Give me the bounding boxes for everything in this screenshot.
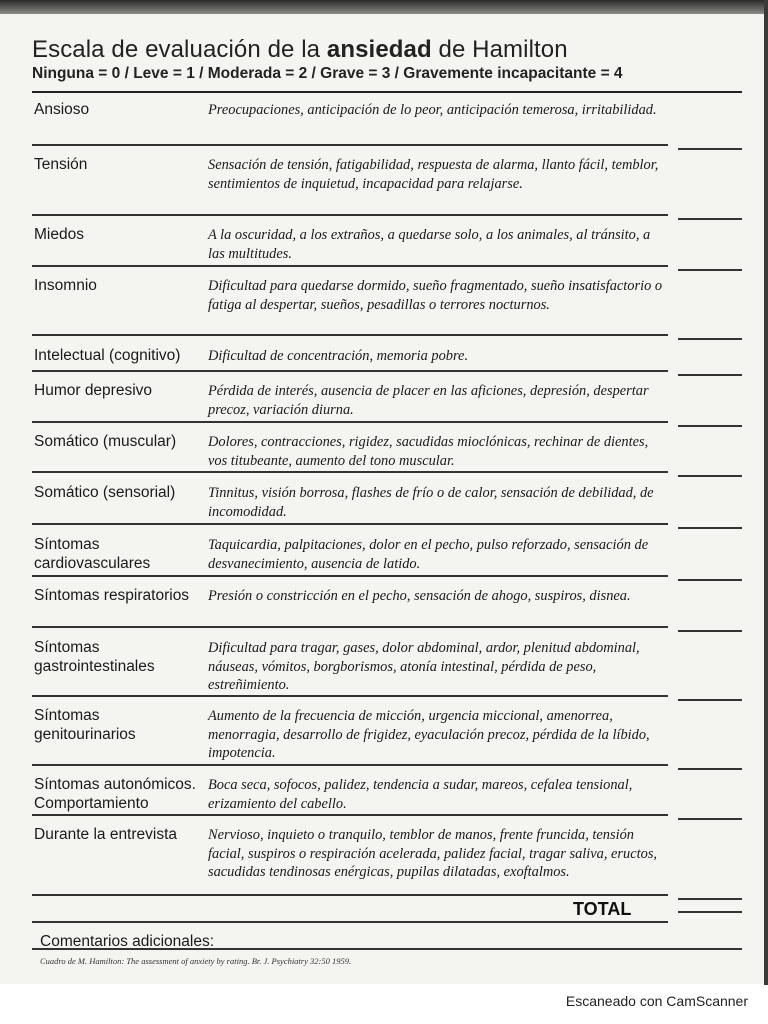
score-blank [678,579,742,581]
row-divider [32,471,668,473]
scan-edge-top [0,0,768,14]
item-label: Intelectual (cognitivo) [34,347,181,364]
item-label: Insomnio [34,277,97,294]
header-divider [32,91,742,93]
item-label: Humor depresivo [34,382,153,399]
score-blank [678,269,742,271]
item-description: Dolores, contracciones, rigidez, sacudidas mioclónicas, rechinar de dientes, vos titubeante, aumento del tono muscular. [208,434,649,469]
comments-label: Comentarios adicionales: [40,933,215,950]
score-blank [678,148,742,150]
item-description: Nervioso, inquieto o tranquilo, temblor de manos, frente fruncida, tensión facial, suspiros o respiración acelerada, palidez facial, tragar saliva, eructos, sacudidas tendinosas enérgicas, pupilas dilatadas, exoftalmos. [208,827,658,880]
scan-edge-right [764,0,768,985]
row-divider [32,626,668,628]
item-description: Boca seca, sofocos, palidez, tendencia a sudar, mareos, cefalea tensional, erizamiento del cabello. [208,777,633,812]
row-divider [32,334,668,336]
item-label: Miedos [34,226,84,243]
score-blank [678,630,742,632]
item-label: Somático (muscular) [34,433,177,450]
item-label: Síntomas respiratorios [34,587,190,604]
item-description: Preocupaciones, anticipación de lo peor, anticipación temerosa, irritabilidad. [208,102,657,118]
score-blank [678,527,742,529]
row-divider [32,144,668,146]
rating-scale-legend: Ninguna = 0 / Leve = 1 / Moderada = 2 / Grave = 3 / Gravemente incapacitante = 4 [32,65,623,82]
item-description: Dificultad para tragar, gases, dolor abdominal, ardor, plenitud abdominal, náuseas, vómitos, borgborismos, atonía intestinal, pérdida de peso, estreñimiento. [208,640,640,693]
scanner-watermark: Escaneado con CamScanner [565,993,748,1009]
row-divider [32,575,668,577]
item-label: Síntomas cardiovasculares [34,536,151,572]
row-divider [32,523,668,525]
item-label: Durante la entrevista [34,826,178,843]
score-blank [678,699,742,701]
item-description: Aumento de la frecuencia de micción, urgencia miccional, amenorrea, menorragia, desarrollo de frigidez, eyaculación precoz, pérdida de la líbido, impotencia. [208,708,650,761]
item-label: Ansioso [34,101,90,118]
row-divider [32,814,668,816]
document-page [0,14,764,984]
score-blank [678,425,742,427]
item-description: Pérdida de interés, ausencia de placer en las aficiones, depresión, despertar precoz, variación diurna. [208,383,649,418]
item-label: Tensión [34,156,88,173]
row-divider [32,370,668,372]
score-blank [678,898,742,900]
item-label: Síntomas genitourinarios [34,707,136,743]
item-label: Síntomas autonómicos. Comportamiento [34,776,196,812]
item-description: Tinnitus, visión borrosa, flashes de frío o de calor, sensación de debilidad, de incomodidad. [208,485,654,520]
row-divider [32,214,668,216]
total-divider [32,921,668,923]
row-divider [32,265,668,267]
score-blank [678,818,742,820]
score-blank [678,338,742,340]
item-label: Síntomas gastrointestinales [34,639,155,675]
score-blank [678,475,742,477]
item-description: Dificultad de concentración, memoria pobre. [208,348,469,364]
total-score-blank [678,911,742,913]
item-description: Sensación de tensión, fatigabilidad, respuesta de alarma, llanto fácil, temblor, sentimientos de inquietud, incapacidad para relajarse. [208,157,659,192]
row-divider [32,764,668,766]
row-divider [32,695,668,697]
item-description: Taquicardia, palpitaciones, dolor en el pecho, pulso reforzado, sensación de desvanecimiento, ausencia de latido. [208,537,649,572]
score-blank [678,218,742,220]
item-label: Somático (sensorial) [34,484,176,501]
item-description: Presión o constricción en el pecho, sensación de ahogo, suspiros, disnea. [208,588,631,604]
score-blank [678,374,742,376]
item-description: Dificultad para quedarse dormido, sueño fragmentado, sueño insatisfactorio o fatiga al despertar, sueños, pesadillas o terrores nocturnos. [208,278,663,313]
document-title: Escala de evaluación de la ansiedad de Hamilton [32,36,568,63]
item-description: A la oscuridad, a los extraños, a quedarse solo, a los animales, al tránsito, a las multitudes. [208,227,651,262]
source-citation: Cuadro de M. Hamilton: The assessment of anxiety by rating. Br. J. Psychiatry 32:50 1959. [40,956,352,966]
total-label: TOTAL [573,899,632,919]
score-blank [678,768,742,770]
row-divider [32,894,668,896]
row-divider [32,421,668,423]
